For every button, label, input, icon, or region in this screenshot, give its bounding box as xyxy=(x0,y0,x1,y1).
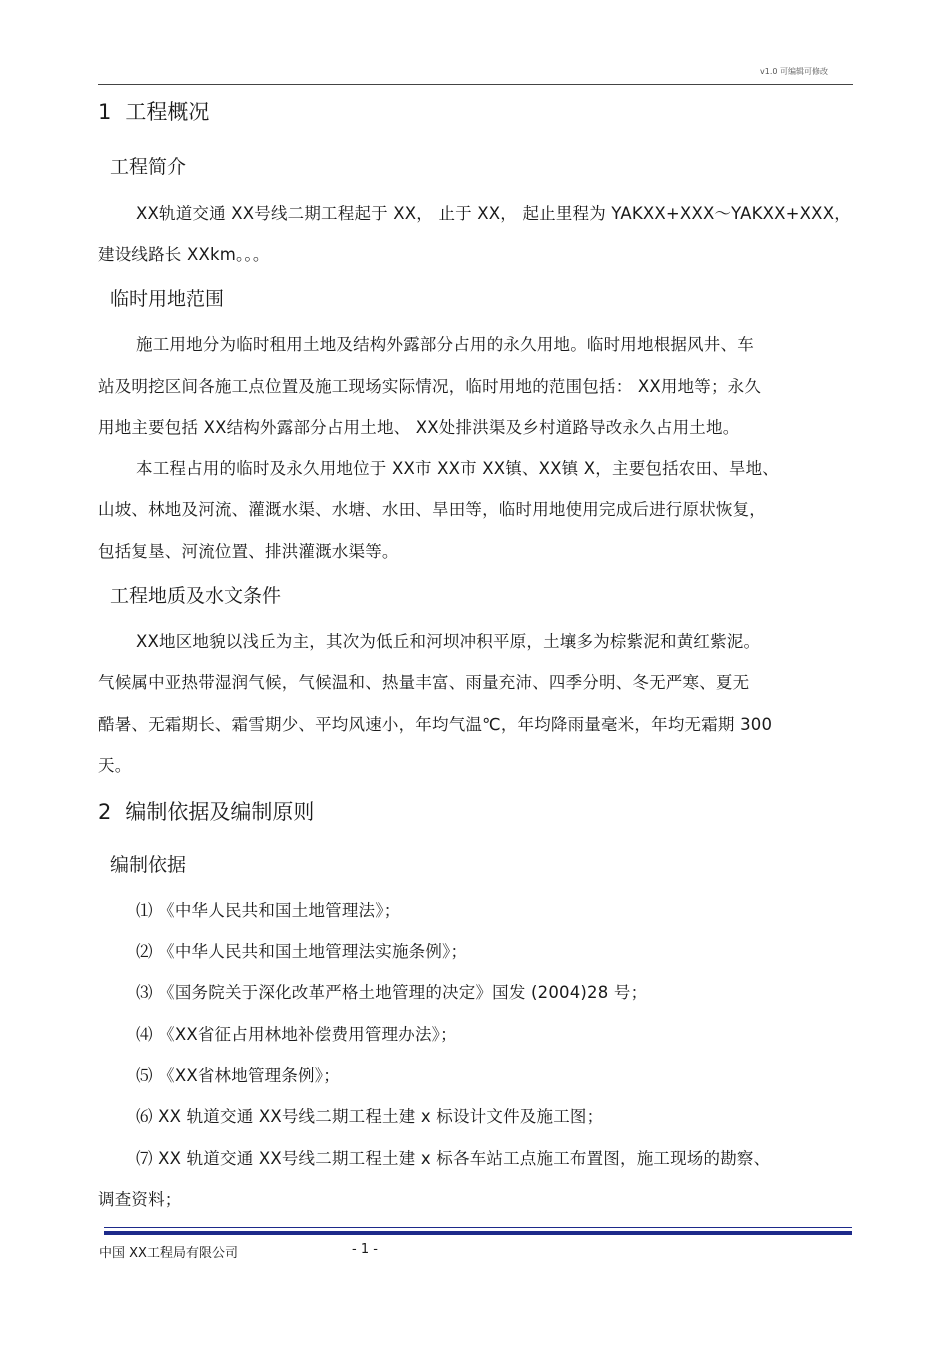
paragraph-line: XX轨道交通 XX号线二期工程起于 XX， 止于 XX， 起止里程为 YAKXX+XXX～YAKXX+XXX， xyxy=(136,204,851,223)
list-item: ⑸ 《XX省林地管理条例》； xyxy=(136,1066,340,1085)
paragraph-line: XX地区地貌以浅丘为主，其次为低丘和河坝冲积平原，土壤多为棕紫泥和黄红紫泥。 xyxy=(136,632,761,651)
footer-rule-thin xyxy=(104,1227,852,1228)
list-item-continuation: 调查资料； xyxy=(98,1190,182,1209)
paragraph-line: 用地主要包括 XX结构外露部分占用土地、 XX处排洪渠及乡村道路导改永久占用土地。 xyxy=(98,418,740,437)
subsection-heading: 工程简介 xyxy=(110,156,187,178)
section-1-heading xyxy=(98,96,209,126)
header-rule xyxy=(98,84,853,85)
paragraph-line: 本工程占用的临时及永久用地位于 XX市 XX市 XX镇、XX镇 X，主要包括农田、旱地、 xyxy=(136,459,780,478)
paragraph-line: 站及明挖区间各施工点位置及施工现场实际情况，临时用地的范围包括： XX用地等；永久 xyxy=(98,377,762,396)
section-2-heading xyxy=(98,796,314,826)
footer-rule-thick xyxy=(104,1231,852,1235)
subsection-heading: 编制依据 xyxy=(110,854,187,876)
list-item: ⑴ 《中华人民共和国土地管理法》； xyxy=(136,901,401,920)
paragraph-line: 天。 xyxy=(98,756,132,775)
paragraph-line: 气候属中亚热带湿润气候，气候温和、热量丰富、雨量充沛、四季分明、冬无严寒、夏无 xyxy=(98,673,750,692)
section-number: 2 xyxy=(98,800,112,824)
list-item: ⑺ XX 轨道交通 XX号线二期工程土建 x 标各车站工点施工布置图，施工现场的勘察、 xyxy=(136,1149,771,1168)
list-item: ⑷ 《XX省征占用林地补偿费用管理办法》； xyxy=(136,1025,457,1044)
list-item: ⑵ 《中华人民共和国土地管理法实施条例》； xyxy=(136,942,468,961)
subsection-heading: 临时用地范围 xyxy=(110,288,225,310)
header-note: v1.0 可编辑可修改 xyxy=(760,67,828,76)
section-title: 工程概况 xyxy=(125,100,210,124)
paragraph-line: 建设线路长 XXkm。。。 xyxy=(98,245,270,264)
list-item: ⑶ 《国务院关于深化改革严格土地管理的决定》国发 (2004)28 号； xyxy=(136,983,648,1002)
page-number: - 1 - xyxy=(352,1242,378,1257)
paragraph-line: 包括复垦、河流位置、排洪灌溉水渠等。 xyxy=(98,542,399,561)
paragraph-line: 山坡、林地及河流、灌溉水渠、水塘、水田、旱田等，临时用地使用完成后进行原状恢复， xyxy=(98,500,766,519)
footer-company: 中国 XX工程局有限公司 xyxy=(99,1246,238,1261)
section-number: 1 xyxy=(98,100,112,124)
list-item: ⑹ XX 轨道交通 XX号线二期工程土建 x 标设计文件及施工图； xyxy=(136,1107,604,1126)
paragraph-line: 酷暑、无霜期长、霜雪期少、平均风速小，年均气温℃，年均降雨量毫米，年均无霜期 300 xyxy=(98,715,773,734)
paragraph-line: 施工用地分为临时租用土地及结构外露部分占用的永久用地。临时用地根据风井、车 xyxy=(136,335,754,354)
section-title: 编制依据及编制原则 xyxy=(125,800,315,824)
subsection-heading: 工程地质及水文条件 xyxy=(110,585,282,607)
